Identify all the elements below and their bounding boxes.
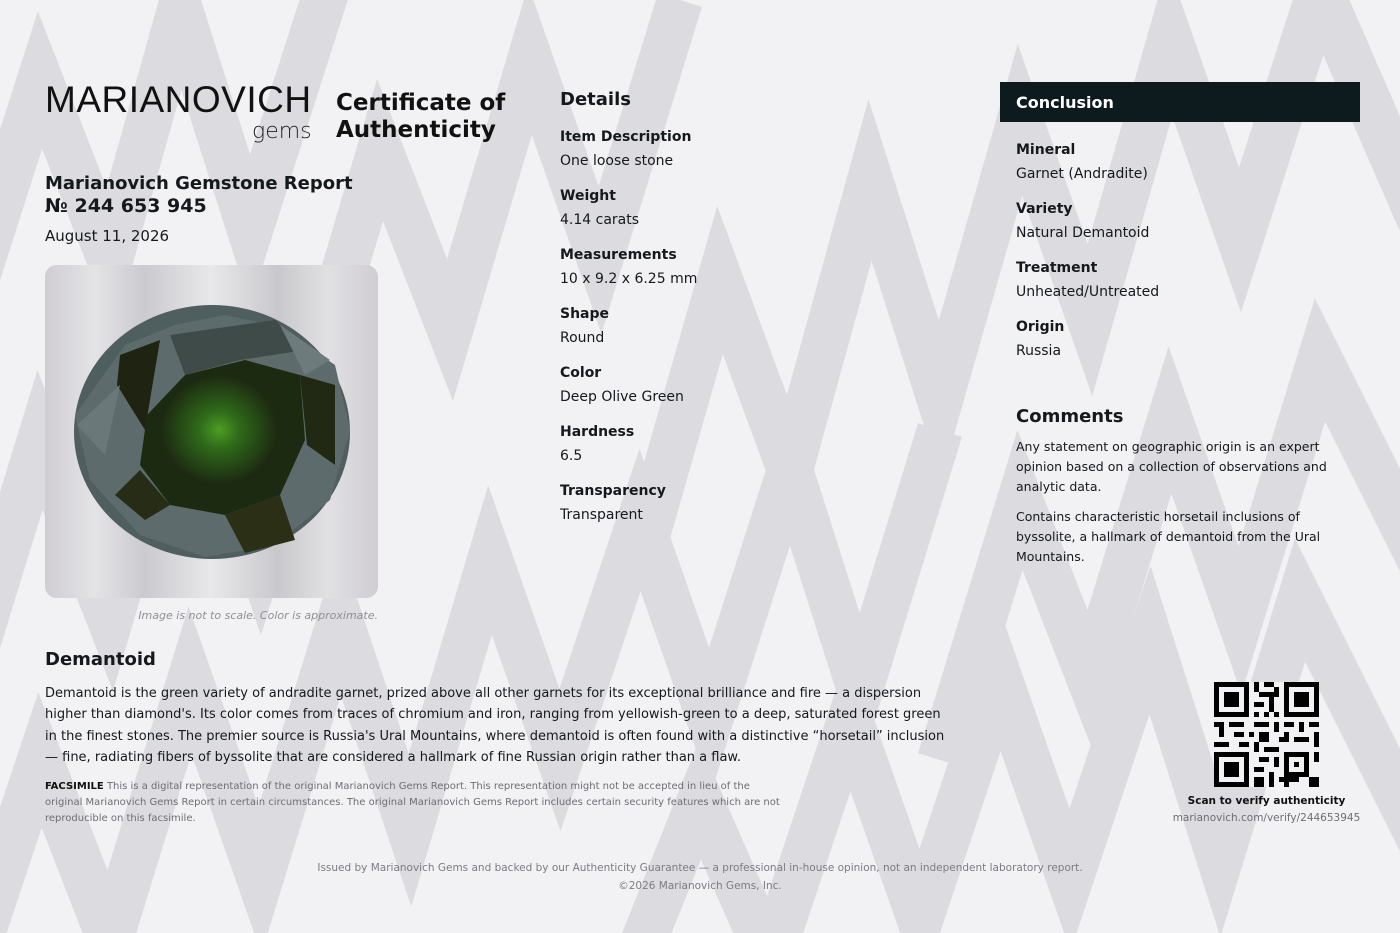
- detail-value: 6.5: [560, 448, 583, 464]
- detail-value: 10 x 9.2 x 6.25 mm: [560, 271, 698, 287]
- detail-value: One loose stone: [560, 153, 674, 169]
- brand-sub: gems: [252, 119, 312, 144]
- details-heading: Details: [560, 89, 631, 110]
- detail-label: Measurements: [560, 247, 677, 263]
- conclusion-treatment: [1016, 259, 1356, 302]
- conclusion-label: Variety: [1016, 201, 1073, 217]
- detail-transparency: [560, 482, 940, 525]
- comments-section: [1016, 405, 1356, 577]
- conclusion-value: Unheated/Untreated: [1016, 284, 1160, 300]
- brand-logo: [45, 80, 315, 120]
- report-name: Marianovich Gemstone Report: [45, 173, 353, 194]
- facsimile-text: This is a digital representation of the original Marianovich Gems Report. This representation might not be accepted in lieu of the original Marianovich Gems Report in certain circumstances. The original Marianovich Gems Report includes certain security features which are not reproducible on this facsimile.: [45, 781, 780, 824]
- verify-link[interactable]: marianovich.com/verify/244653945: [1172, 812, 1361, 824]
- qr-label: Scan to verify authenticity: [1187, 795, 1346, 807]
- conclusion-value: Russia: [1016, 343, 1062, 359]
- comments-heading: Comments: [1016, 406, 1124, 427]
- brand-name: MARIANOVICH: [45, 79, 312, 120]
- detail-shape: [560, 305, 940, 348]
- detail-item-description: [560, 128, 940, 171]
- facsimile-label: FACSIMILE: [45, 781, 104, 792]
- conclusion-label: Treatment: [1016, 260, 1098, 276]
- qr-code-icon[interactable]: [1214, 682, 1319, 787]
- conclusion-header: [1000, 82, 1360, 122]
- gem-photo: [45, 265, 378, 598]
- conclusion-section: [1016, 141, 1356, 361]
- detail-label: Transparency: [560, 483, 666, 499]
- detail-hardness: [560, 423, 940, 466]
- detail-measurements: [560, 246, 940, 289]
- photo-caption: Image is not to scale. Color is approximate.: [138, 609, 378, 622]
- facsimile-notice: [45, 779, 790, 827]
- footer-disclaimer: Issued by Marianovich Gems and backed by our Authenticity Guarantee — a professional in-house opinion, not an independent laboratory report.: [317, 862, 1083, 874]
- description-body: Demantoid is the green variety of andradite garnet, prized above all other garnets for its exceptional brilliance and fire — a dispersion higher than diamond's. Its color comes from traces of chromium and iron, ranging from yellowish-green to a deep, saturated forest green in the finest stones. The premier source is Russia's Ural Mountains, where demantoid is often found with a distinctive “horsetail” inclusion — fine, radiating fibers of byssolite that are considered a hallmark of fine Russian origin rather than a flaw.: [45, 686, 945, 765]
- conclusion-value: Natural Demantoid: [1016, 225, 1150, 241]
- certificate-title: [336, 90, 526, 144]
- description-title: Demantoid: [45, 649, 156, 670]
- conclusion-origin: [1016, 318, 1356, 361]
- detail-label: Item Description: [560, 129, 692, 145]
- conclusion-mineral: [1016, 141, 1356, 184]
- comment-paragraph: Contains characteristic horsetail inclusions of byssolite, a hallmark of demantoid from the Ural Mountains.: [1016, 509, 1321, 564]
- detail-value: Deep Olive Green: [560, 389, 684, 405]
- detail-label: Shape: [560, 306, 610, 322]
- conclusion-variety: [1016, 200, 1356, 243]
- report-date: August 11, 2026: [45, 227, 170, 245]
- conclusion-value: Garnet (Andradite): [1016, 166, 1148, 182]
- detail-value: Transparent: [560, 507, 643, 523]
- conclusion-label: Mineral: [1016, 142, 1076, 158]
- footer-copyright: ©2026 Marianovich Gems, Inc.: [618, 880, 782, 892]
- detail-weight: [560, 187, 940, 230]
- detail-label: Hardness: [560, 424, 635, 440]
- details-section: [560, 88, 940, 525]
- conclusion-heading: Conclusion: [1016, 93, 1114, 112]
- comment-paragraph: Any statement on geographic origin is an expert opinion based on a collection of observations and analytic data.: [1016, 439, 1327, 494]
- certificate-title-line2: Authenticity: [336, 117, 496, 143]
- detail-label: Color: [560, 365, 602, 381]
- detail-value: 4.14 carats: [560, 212, 640, 228]
- certificate-title-line1: Certificate of: [336, 90, 506, 116]
- detail-color: [560, 364, 940, 407]
- report-number: № 244 653 945: [45, 195, 207, 217]
- detail-label: Weight: [560, 188, 616, 204]
- conclusion-label: Origin: [1016, 319, 1065, 335]
- detail-value: Round: [560, 330, 605, 346]
